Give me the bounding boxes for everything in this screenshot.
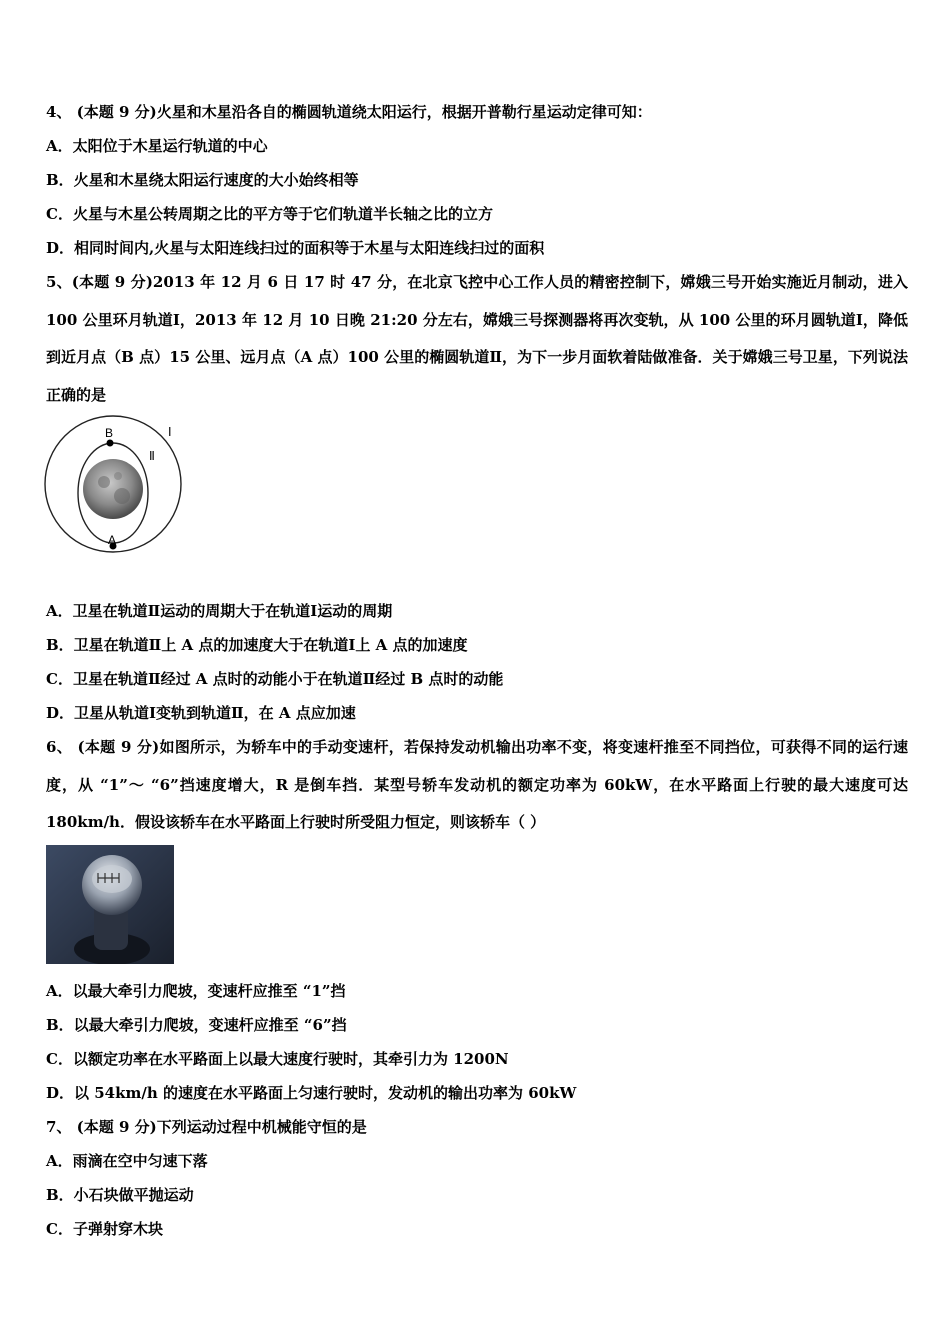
lunar-orbit-figure xyxy=(44,414,184,554)
q6-option-b: B．以最大牵引力爬坡，变速杆应推至 “6”挡 xyxy=(46,1016,347,1034)
q6-option-c: C．以额定功率在水平路面上以最大速度行驶时，其牵引力为 1200N xyxy=(46,1050,509,1068)
moon-image xyxy=(83,459,143,519)
q5-option-d: D．卫星从轨道Ⅰ变轨到轨道Ⅱ，在 A 点应加速 xyxy=(46,704,356,722)
q5-option-a: A．卫星在轨道Ⅱ运动的周期大于在轨道Ⅰ运动的周期 xyxy=(46,602,393,620)
q4-option-a: A．太阳位于木星运行轨道的中心 xyxy=(46,137,268,155)
q7-option-b: B．小石块做平抛运动 xyxy=(46,1186,194,1204)
q6-option-d: D．以 54km/h 的速度在水平路面上匀速行驶时，发动机的输出功率为 60kW xyxy=(46,1084,577,1102)
q7-stem: 7、 (本题 9 分)下列运动过程中机械能守恒的是 xyxy=(46,1118,367,1136)
label-b: B xyxy=(105,426,114,440)
point-b-dot xyxy=(107,440,114,447)
label-orbit-1: Ⅰ xyxy=(168,425,172,439)
q5-option-c: C．卫星在轨道Ⅱ经过 A 点时的动能小于在轨道Ⅱ经过 B 点时的动能 xyxy=(46,670,504,688)
q4-option-d: D．相同时间内,火星与太阳连线扫过的面积等于木星与太阳连线扫过的面积 xyxy=(46,239,545,257)
q6-option-a: A．以最大牵引力爬坡，变速杆应推至 “1”挡 xyxy=(46,982,346,1000)
label-orbit-2: Ⅱ xyxy=(149,449,155,463)
q4-stem: 4、 (本题 9 分)火星和木星沿各自的椭圆轨道绕太阳运行，根据开普勒行星运动定律可知： xyxy=(46,103,652,121)
q7-option-c: C．子弹射穿木块 xyxy=(46,1220,163,1238)
gear-shifter-image xyxy=(46,845,174,964)
q7-option-a: A．雨滴在空中匀速下落 xyxy=(46,1152,208,1170)
q4-option-c: C．火星与木星公转周期之比的平方等于它们轨道半长轴之比的立方 xyxy=(46,205,493,223)
q4-option-b: B．火星和木星绕太阳运行速度的大小始终相等 xyxy=(46,171,359,189)
q6-stem: 6、 (本题 9 分)如图所示，为轿车中的手动变速杆，若保持发动机输出功率不变，将变速杆推至不同挡位，可获得不同的运行速度，从 “1”～ “6”挡速度增大，R 是倒车挡．某型号轿车发动机的额定功率为 60kW，在水平路面上行驶的最大速度可达 180km/h．假设该轿车在水平路面上行驶时所受阻力恒定，则该轿车（ ） xyxy=(46,738,908,831)
gear-shifter-photo xyxy=(46,845,174,964)
q5-option-b: B．卫星在轨道Ⅱ上 A 点的加速度大于在轨道Ⅰ上 A 点的加速度 xyxy=(46,636,468,654)
q5-stem: 5、(本题 9 分)2013 年 12 月 6 日 17 时 47 分，在北京飞控中心工作人员的精密控制下，嫦娥三号开始实施近月制动，进入 100 公里环月轨道Ⅰ，2013 年 12 月 10 日晚 21:20 分左右，嫦娥三号探测器将再次变轨，从 100 公里的环月圆轨道Ⅰ，降低到近月点（B 点）15 公里、远月点（A 点）100 公里的椭圆轨道Ⅱ，为下一步月面软着陆做准备．关于嫦娥三号卫星，下列说法正确的是 xyxy=(46,273,908,404)
label-a: A xyxy=(108,533,117,547)
orbit-diagram xyxy=(44,414,184,554)
